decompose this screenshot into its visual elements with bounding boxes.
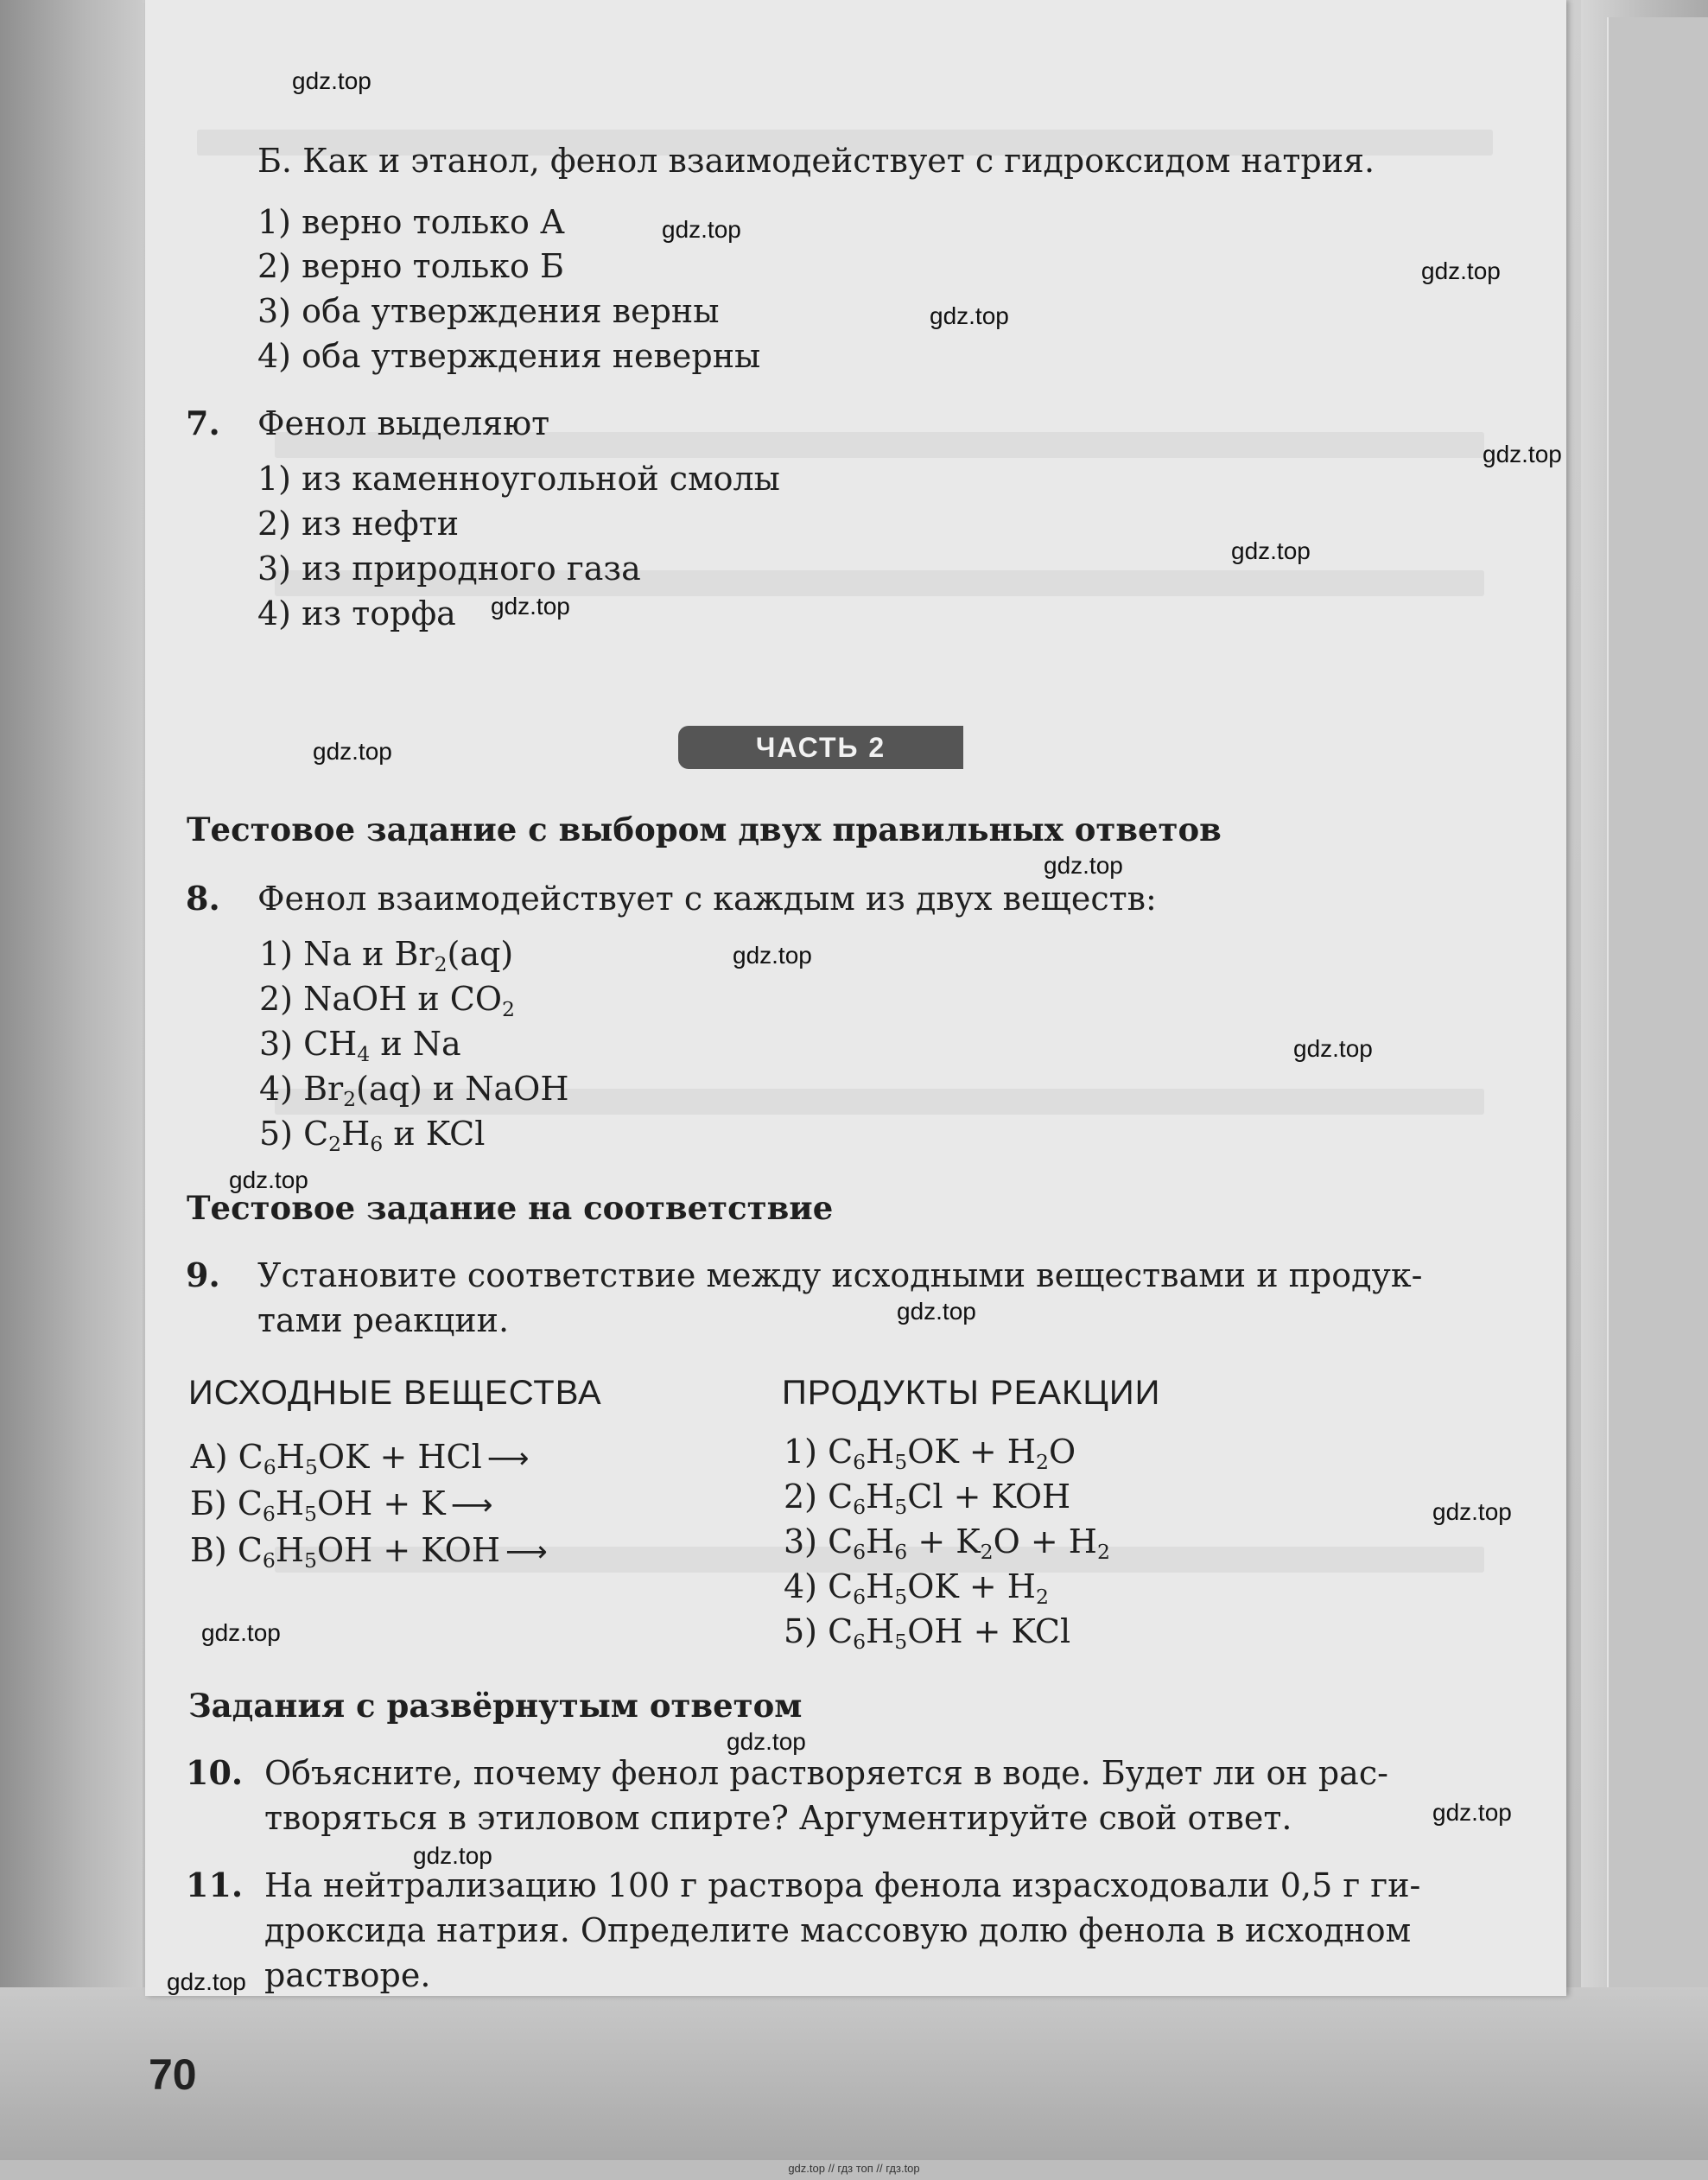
scan-left-shadow <box>0 0 143 2160</box>
next-page-edge <box>1607 17 1708 2005</box>
watermark: gdz.top <box>201 1619 281 1646</box>
q8-option-4: 4) $Br_2(aq)$ и NaOH <box>259 1070 569 1112</box>
q9-right-item-5: 5) $C_6H_5OH$ + KCl <box>784 1612 1071 1655</box>
q7-option-1: 1) из каменноугольной смолы <box>257 460 780 498</box>
q8-number: 8. <box>186 879 220 918</box>
watermark: gdz.top <box>897 1298 976 1325</box>
watermark: gdz.top <box>1483 441 1562 467</box>
watermark: gdz.top <box>229 1166 308 1193</box>
q9-left-item-b: Б) $C_6H_5OH + K$ ⟶ <box>190 1484 493 1527</box>
q6-option-4: 4) оба утверждения неверны <box>257 337 761 375</box>
scan-bottom-area <box>0 1987 1708 2160</box>
section-heading-two-answers: Тестовое задание с выбором двух правильных ответов <box>187 810 1222 848</box>
q8-option-2: 2) NaOH и $CO_2$ <box>259 980 515 1022</box>
q11-line2: дроксида натрия. Определите массовую долю фенола в исходном <box>264 1911 1412 1949</box>
section-heading-matching: Тестовое задание на соответствие <box>187 1189 834 1227</box>
watermark: gdz.top <box>727 1728 806 1755</box>
q9-number: 9. <box>186 1255 220 1294</box>
watermark: gdz.top <box>662 216 741 243</box>
q7-text: Фенол выделяют <box>257 404 550 442</box>
watermark: gdz.top <box>1432 1799 1512 1826</box>
q7-option-3: 3) из природного газа <box>257 550 641 588</box>
watermark: gdz.top <box>930 302 1009 329</box>
section-heading-extended: Задания с развёрнутым ответом <box>188 1687 803 1725</box>
watermark: gdz.top <box>1421 257 1501 284</box>
q8-text: Фенол взаимодействует с каждым из двух веществ: <box>257 880 1157 918</box>
watermark: gdz.top <box>1044 852 1123 879</box>
watermark: gdz.top <box>167 1968 246 1995</box>
watermark: gdz.top <box>292 67 371 94</box>
q8-option-5: 5) $C_2H_6$ и KCl <box>259 1115 486 1157</box>
q6-option-2: 2) верно только Б <box>257 247 564 285</box>
q11-line1: На нейтрализацию 100 г раствора фенола израсходовали 0,5 г ги- <box>264 1866 1421 1904</box>
q9-right-item-4: 4) $C_6H_5OK + H_2$ <box>784 1567 1049 1610</box>
q9-right-item-3: 3) $C_6H_6 + K_2O + H_2$ <box>784 1522 1110 1565</box>
watermark: gdz.top <box>1231 537 1311 564</box>
q9-left-header: ИСХОДНЫЕ ВЕЩЕСТВА <box>188 1374 602 1412</box>
watermark: gdz.top <box>491 593 570 620</box>
q9-text-line2: тами реакции. <box>257 1301 510 1339</box>
q9-left-item-a: А) $C_6H_5OK$ + HCl ⟶ <box>190 1438 530 1480</box>
q7-option-2: 2) из нефти <box>257 505 460 543</box>
watermark: gdz.top <box>413 1842 492 1869</box>
watermark: gdz.top <box>733 942 812 969</box>
q7-option-4: 4) из торфа <box>257 594 456 632</box>
q10-line2: творяться в этиловом спирте? Аргументируйте свой ответ. <box>264 1799 1292 1837</box>
part-2-banner: ЧАСТЬ 2 <box>678 726 963 769</box>
bottom-note: gdz.top // гдз топ // гдз.top <box>788 2162 920 2175</box>
watermark: gdz.top <box>313 738 392 765</box>
q9-right-item-1: 1) $C_6H_5OK + H_2O$ <box>784 1433 1076 1475</box>
q6-statement-b: Б. Как и этанол, фенол взаимодействует с гидроксидом натрия. <box>257 142 1375 180</box>
q9-right-header: ПРОДУКТЫ РЕАКЦИИ <box>782 1374 1161 1412</box>
q9-right-item-2: 2) $C_6H_5Cl$ + KOH <box>784 1478 1071 1520</box>
q9-left-item-v: В) $C_6H_5OH$ + KOH ⟶ <box>190 1531 548 1573</box>
page-number: 70 <box>149 2050 197 2099</box>
q7-number: 7. <box>186 404 220 442</box>
q8-option-3: 3) $CH_4$ и Na <box>259 1025 461 1067</box>
q10-number: 10. <box>186 1753 244 1792</box>
q8-option-1: 1) Na и $Br_2(aq)$ <box>259 935 514 977</box>
q11-line3: растворе. <box>264 1956 431 1994</box>
q6-option-3: 3) оба утверждения верны <box>257 292 720 330</box>
q6-option-1: 1) верно только А <box>257 203 565 241</box>
watermark: gdz.top <box>1432 1498 1512 1525</box>
q9-text-line1: Установите соответствие между исходными веществами и продук- <box>257 1256 1423 1294</box>
q10-line1: Объясните, почему фенол растворяется в воде. Будет ли он рас- <box>264 1754 1388 1792</box>
watermark: gdz.top <box>1293 1035 1373 1062</box>
q11-number: 11. <box>186 1865 244 1904</box>
